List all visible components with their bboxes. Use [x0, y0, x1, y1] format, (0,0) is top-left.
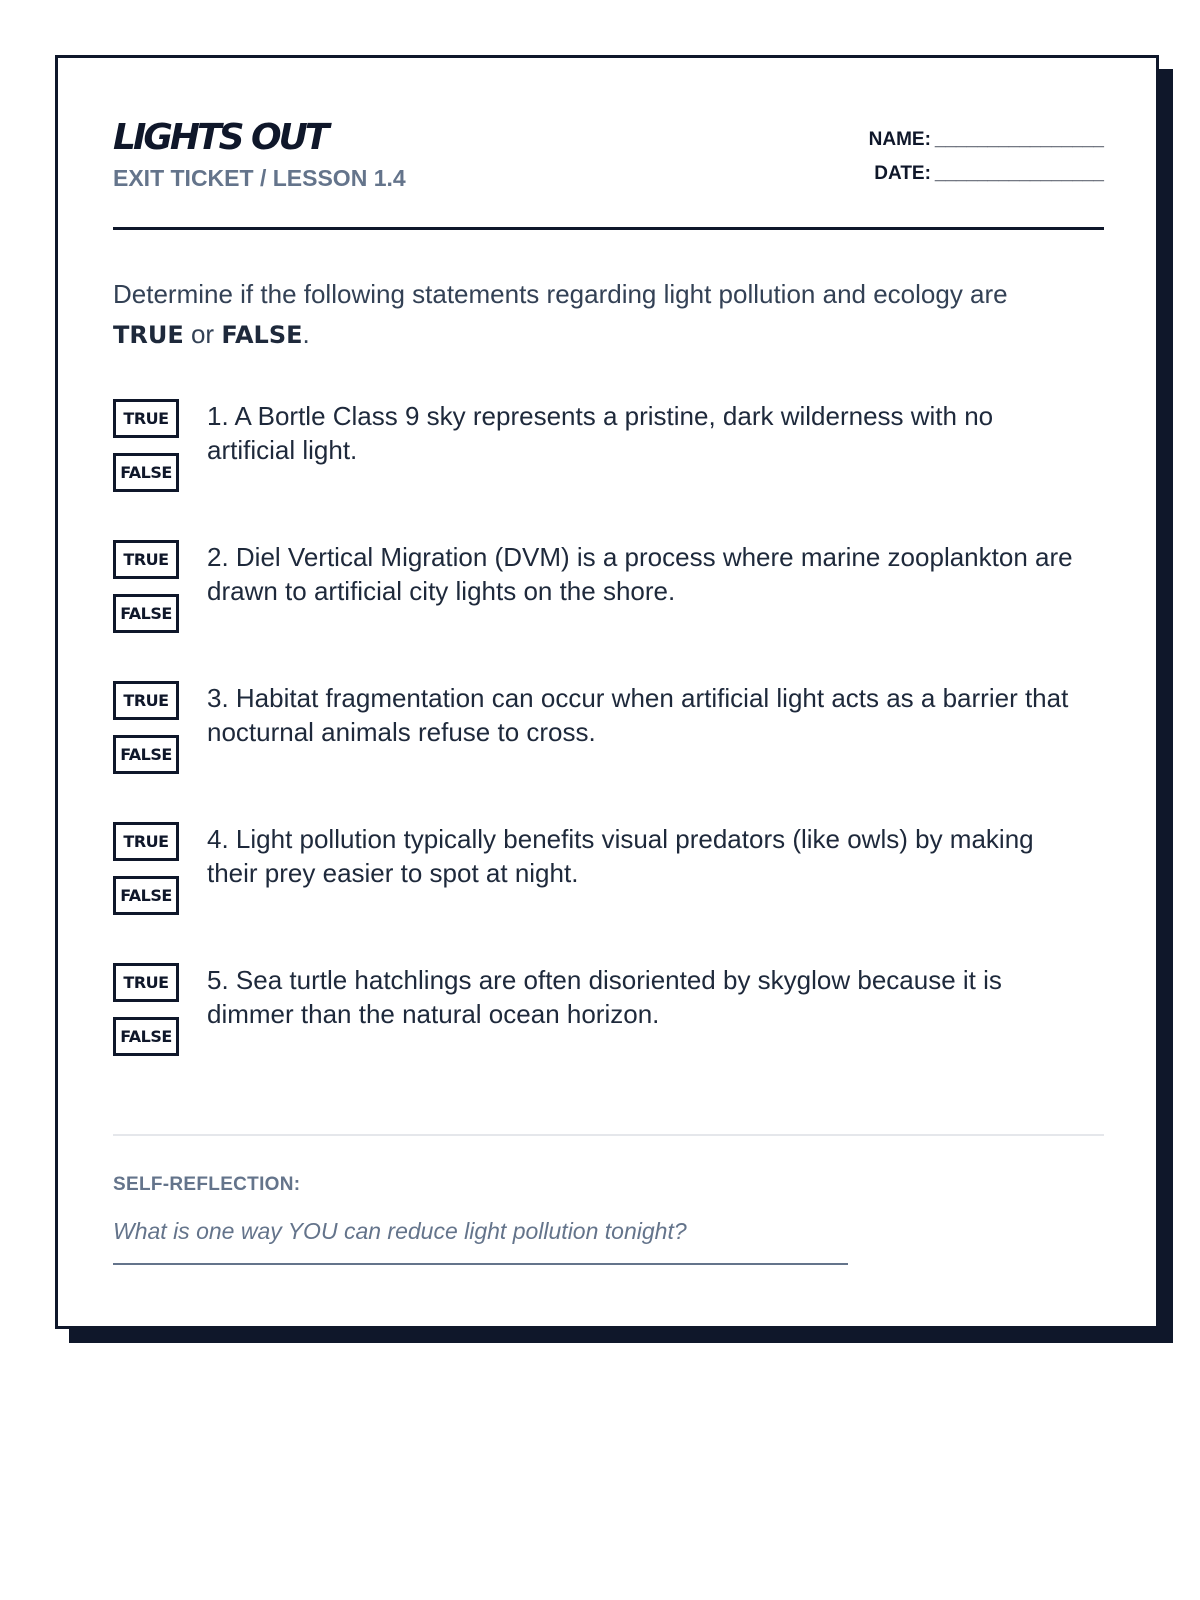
false-checkbox[interactable]: FALSE [113, 453, 179, 492]
false-checkbox[interactable]: FALSE [113, 735, 179, 774]
answer-choices [113, 681, 179, 774]
page-subtitle: EXIT TICKET / LESSON 1.4 [113, 165, 406, 191]
date-label: DATE: [874, 163, 931, 184]
true-checkbox[interactable]: TRUE [113, 399, 179, 438]
true-checkbox[interactable]: TRUE [113, 540, 179, 579]
true-checkbox[interactable]: TRUE [113, 822, 179, 861]
reflection-label: SELF-REFLECTION: [113, 1174, 301, 1195]
false-checkbox[interactable]: FALSE [113, 1017, 179, 1056]
answer-choices [113, 963, 179, 1056]
question-item [113, 399, 1104, 540]
instructions-text: Determine if the following statements regarding light pollution and ecology are [113, 279, 1008, 309]
false-checkbox[interactable]: FALSE [113, 594, 179, 633]
instructions-false: FALSE [221, 321, 303, 349]
question-item [113, 540, 1104, 681]
question-text: 2. Diel Vertical Migration (DVM) is a process where marine zooplankton are drawn to artificial city lights on the shore. [207, 542, 1073, 606]
name-row [869, 123, 1104, 157]
section-divider [113, 1134, 1104, 1136]
question-text: 3. Habitat fragmentation can occur when artificial light acts as a barrier that nocturnal animals refuse to cross. [207, 683, 1069, 747]
question-text: 1. A Bortle Class 9 sky represents a pristine, dark wilderness with no artificial light. [207, 401, 994, 465]
exit-ticket-card [55, 55, 1159, 1329]
question-item [113, 822, 1104, 963]
true-checkbox[interactable]: TRUE [113, 963, 179, 1002]
true-checkbox[interactable]: TRUE [113, 681, 179, 720]
answer-choices [113, 540, 179, 633]
page-title: LIGHTS OUT [113, 117, 327, 158]
name-blank[interactable]: ________________ [934, 129, 1104, 150]
name-label: NAME: [868, 129, 931, 150]
question-item [113, 963, 1104, 1104]
question-list [113, 399, 1104, 1104]
date-blank[interactable]: ________________ [934, 163, 1104, 184]
question-item [113, 681, 1104, 822]
instructions-or: or [183, 319, 222, 349]
instructions-true: TRUE [113, 321, 184, 349]
ticket-header [113, 114, 1104, 230]
question-text: 4. Light pollution typically benefits visual predators (like owls) by making their prey easier to spot at night. [207, 824, 1034, 888]
instructions [113, 274, 1083, 355]
question-text: 5. Sea turtle hatchlings are often disoriented by skyglow because it is dimmer than the natural ocean horizon. [207, 965, 1002, 1029]
student-info [869, 123, 1104, 191]
false-checkbox[interactable]: FALSE [113, 876, 179, 915]
answer-choices [113, 399, 179, 492]
reflection-answer-line[interactable] [113, 1263, 848, 1265]
instructions-end: . [302, 319, 310, 349]
date-row [869, 157, 1104, 191]
reflection-prompt: What is one way YOU can reduce light pollution tonight? [113, 1218, 687, 1244]
answer-choices [113, 822, 179, 915]
